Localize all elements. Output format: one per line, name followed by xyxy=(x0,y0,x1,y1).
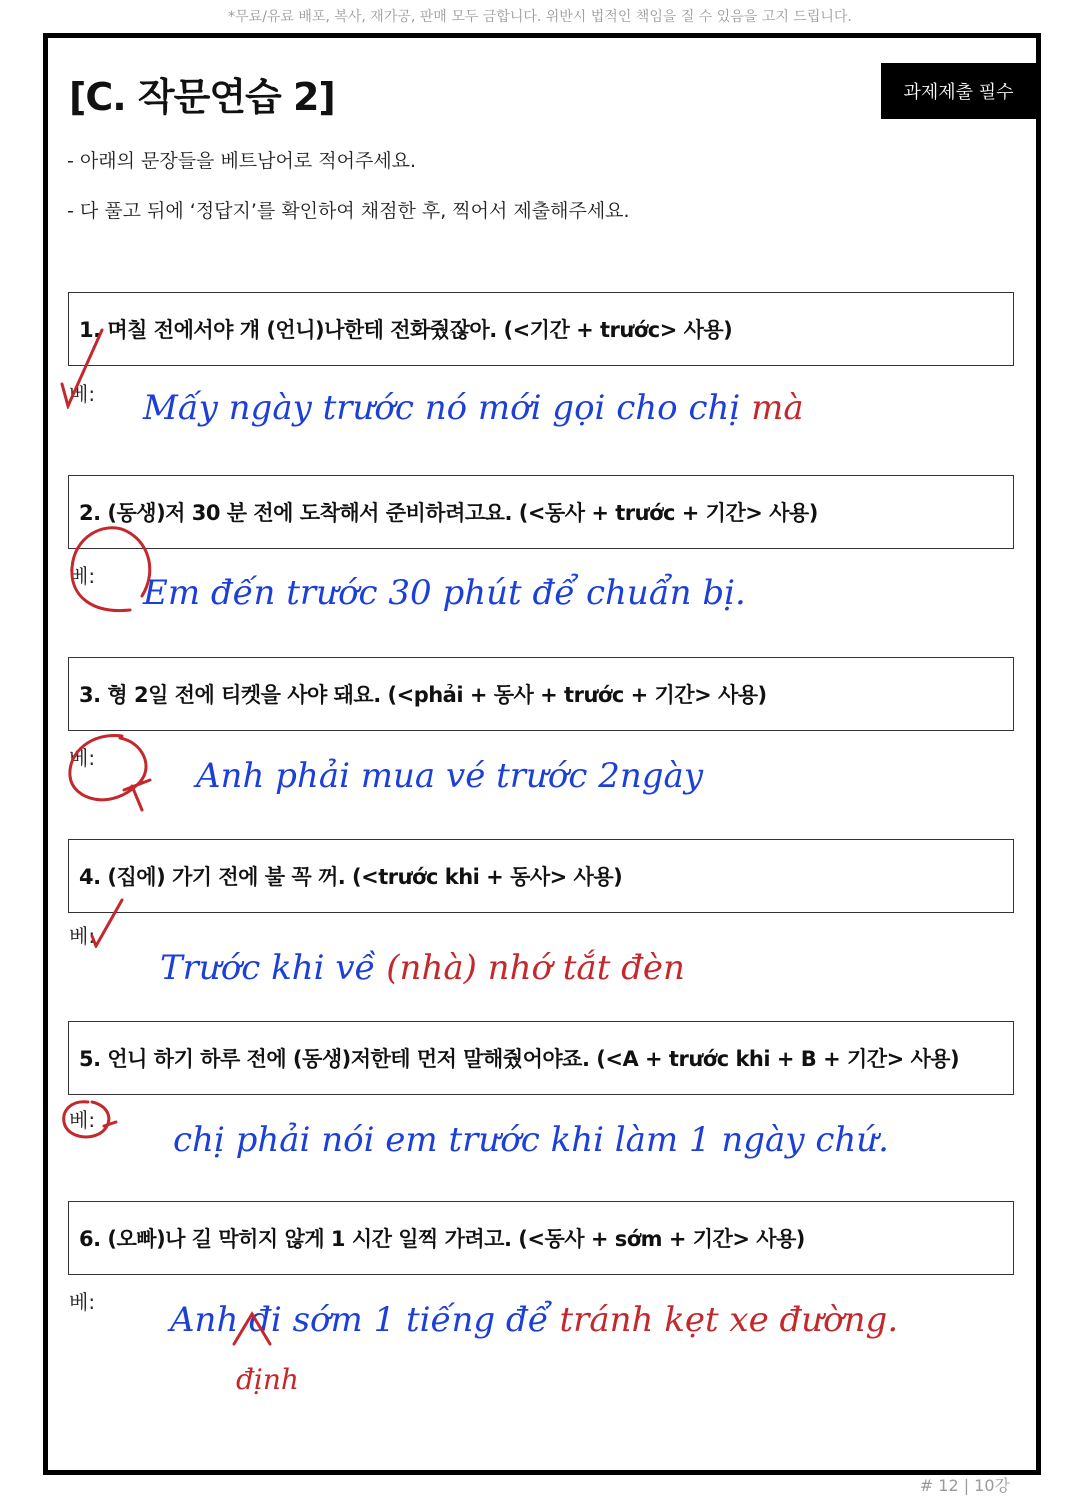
answer-6 xyxy=(170,1300,898,1340)
answer-5 xyxy=(173,1120,889,1160)
submission-badge: 과제제출 필수 xyxy=(881,63,1036,119)
circle-mark-icon xyxy=(62,730,162,820)
answer-2 xyxy=(143,573,746,613)
answer-handwriting: chị phải nói em trước khi làm 1 ngày chứ. xyxy=(173,1120,889,1160)
answer-label: 베: xyxy=(69,924,96,948)
answer-label: 베: xyxy=(69,746,96,770)
check-mark-icon xyxy=(88,896,128,948)
answer-correction: mà xyxy=(751,388,804,428)
question-text: 3. 형 2일 전에 티켓을 사야 돼요. (<phải + 동사 + trước + 기간> 사용) xyxy=(79,683,767,707)
page-title: [C. 작문연습 2] xyxy=(69,75,335,119)
question-3 xyxy=(68,657,1014,731)
answer-4 xyxy=(160,948,685,988)
check-mark-icon xyxy=(58,324,108,409)
answer-handwriting: Anh đi sớm 1 tiếng để xyxy=(170,1300,549,1340)
question-text: 1. 며칠 전에서야 걔 (언니)나한테 전화줬잖아. (<기간 + trước> 사용) xyxy=(79,318,733,342)
question-text: 4. (집에) 가기 전에 불 꼭 꺼. (<trước khi + 동사> 사용) xyxy=(79,865,623,889)
answer-1 xyxy=(143,388,804,428)
answer-handwriting: Em đến trước 30 phút để chuẩn bị. xyxy=(143,573,746,613)
question-text: 5. 언니 하기 하루 전에 (동생)저한테 먼저 말해줬어야죠. (<A + trước khi + B + 기간> 사용) xyxy=(79,1047,960,1071)
answer-correction: (nhà) nhớ tắt đèn xyxy=(386,948,685,988)
answer-correction: tránh kẹt xe đường. xyxy=(559,1300,899,1340)
question-5 xyxy=(68,1021,1014,1095)
instruction-2: - 다 풀고 뒤에 ‘정답지’를 확인하여 채점한 후, 찍어서 제출해주세요. xyxy=(67,200,630,222)
answer-handwriting: Anh phải mua vé trước 2ngày xyxy=(196,756,704,796)
question-6 xyxy=(68,1201,1014,1275)
question-1 xyxy=(68,292,1014,366)
question-4 xyxy=(68,839,1014,913)
question-2 xyxy=(68,475,1014,549)
page-number: # 12 | 10강 xyxy=(919,1476,1010,1495)
copyright-notice: *무료/유료 배포, 복사, 재가공, 판매 모두 금합니다. 위반시 법적인 책임을 질 수 있음을 고지 드립니다. xyxy=(228,9,852,25)
answer-label: 베: xyxy=(69,1290,96,1314)
circle-mark-icon xyxy=(58,1096,118,1146)
answer-insertion: định xyxy=(236,1363,299,1396)
question-text: 2. (동생)저 30 분 전에 도착해서 준비하려고요. (<동사 + trước + 기간> 사용) xyxy=(79,501,818,525)
answer-label: 베: xyxy=(69,382,96,406)
answer-3 xyxy=(196,756,703,796)
circle-mark-icon xyxy=(62,516,162,616)
answer-handwriting: Trước khi về xyxy=(160,948,376,988)
instruction-1: - 아래의 문장들을 베트남어로 적어주세요. xyxy=(67,150,417,172)
worksheet-frame xyxy=(43,33,1041,1475)
answer-label: 베: xyxy=(69,1108,96,1132)
answer-label: 베: xyxy=(69,564,96,588)
answer-handwriting: Mấy ngày trước nó mới gọi cho chị xyxy=(143,388,741,428)
caret-insert-icon xyxy=(230,1308,274,1348)
question-text: 6. (오빠)나 길 막히지 않게 1 시간 일찍 가려고. (<동사 + sớm + 기간> 사용) xyxy=(79,1227,805,1251)
